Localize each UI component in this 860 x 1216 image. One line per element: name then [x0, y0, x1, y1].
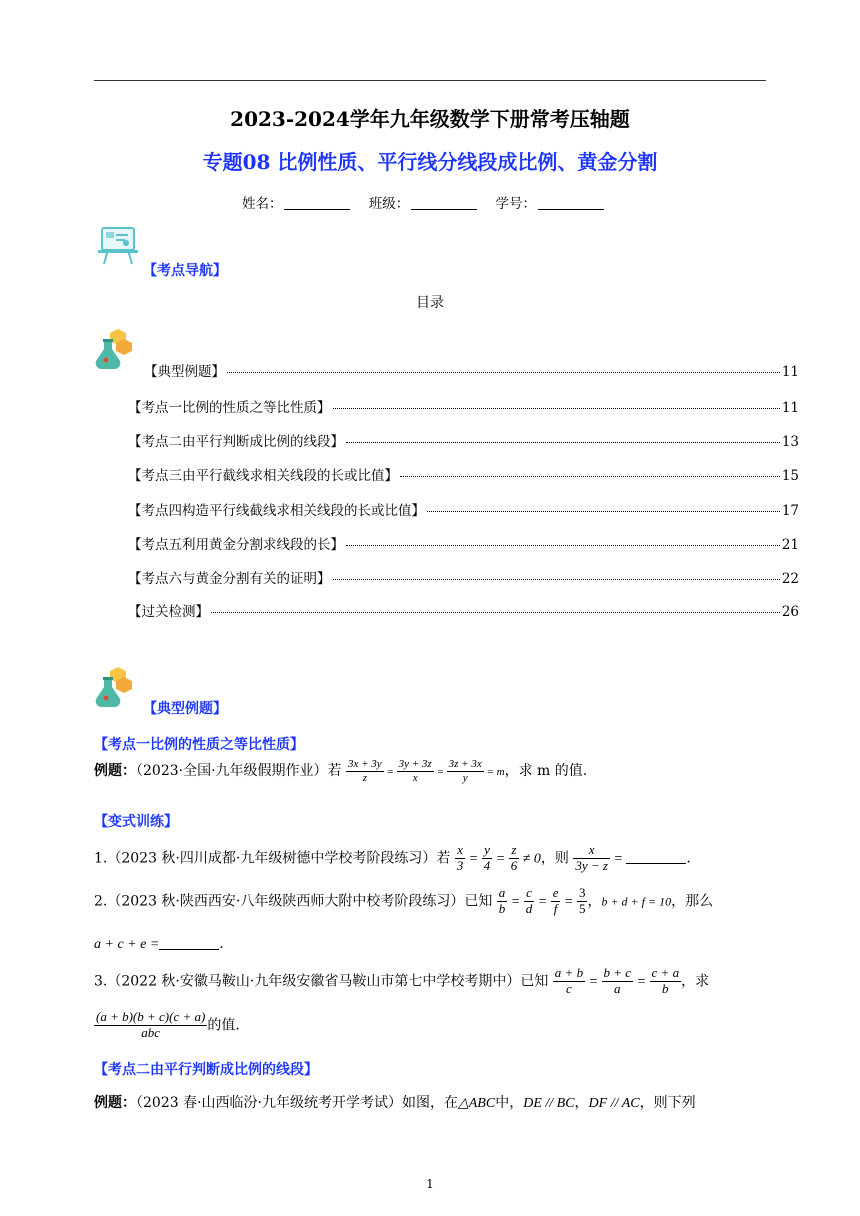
kp1-heading: 【考点一比例的性质之等比性质】 [94, 737, 304, 753]
example-lead: 例题： [94, 1095, 136, 1111]
student-info-line [0, 192, 860, 212]
example1-source: （2023·全国·九年级假期作业）若 [136, 763, 342, 780]
id-blank[interactable] [538, 209, 604, 210]
toc-item[interactable] [128, 567, 799, 587]
toc-leader [333, 408, 780, 409]
toc-item-page: 21 [781, 537, 799, 553]
example2-line: 例题：（2023 春·山西临汾·九年级统考开学考试）如图，在△ABC中，DE // BC，DF // AC，则下列 [94, 1095, 696, 1111]
fraction: $\frac{a + b}{c}$ [554, 965, 584, 996]
fraction: $\frac{y}{4}$ [483, 842, 491, 873]
section-typical-examples: 【典型例题】 [143, 701, 227, 717]
document-subtitle: 专题08 比例性质、平行线分线段成比例、黄金分割 [202, 150, 658, 174]
class-label: 班级： [368, 196, 410, 212]
question-2-source: 2.（2023 秋·陕西西安·八年级陕西师大附中校考阶段练习）已知 [94, 893, 493, 910]
toc-item[interactable] [128, 464, 799, 484]
header-rule [94, 80, 766, 81]
toc-item-label: 【考点三由平行截线求相关线段的长或比值】 [128, 468, 398, 484]
toc-item[interactable] [128, 360, 799, 380]
toc-item-label: 【考点一比例的性质之等比性质】 [128, 400, 331, 416]
class-blank[interactable] [411, 209, 477, 210]
question-1-source: 1.（2023 秋·四川成都·九年级树德中学校考阶段练习）若 [94, 850, 451, 867]
toc-item[interactable] [128, 430, 799, 450]
toc-item-page: 13 [781, 434, 799, 450]
toc-item-label: 【考点二由平行判断成比例的线段】 [128, 434, 344, 450]
fraction: $\frac{(a + b)(b + c)(c + a)}{\text{abc}}$ [96, 1009, 206, 1040]
kp2-heading: 【考点二由平行判断成比例的线段】 [94, 1062, 318, 1078]
variant-training-heading: 【变式训练】 [94, 814, 178, 830]
document-title: 2023-2024学年九年级数学下册常考压轴题 [230, 107, 630, 131]
toc-item-page: 22 [781, 571, 799, 587]
toc-item[interactable] [128, 600, 799, 620]
toc-leader [346, 545, 780, 546]
toc-item-page: 26 [781, 604, 799, 620]
nav-label: 【考点导航】 [143, 263, 227, 279]
fraction: $\frac{b + c}{a}$ [603, 965, 632, 996]
presentation-board-icon [96, 224, 140, 268]
toc-leader [227, 372, 780, 373]
fraction: $\frac{c}{d}$ [525, 885, 533, 916]
fraction: $\frac{c + a}{b}$ [651, 965, 680, 996]
page-number: 1 [426, 1177, 434, 1191]
toc-leader [211, 612, 780, 613]
question-3: 3.（2022 秋·安徽马鞍山·九年级安徽省马鞍山市第七中学校考期中）已知 $\frac{a + b}{c}$ = $\frac{b + c}{a}$ = $\frac{c + a}{b}$ ，求 [94, 965, 710, 996]
toc-leader [346, 442, 780, 443]
fraction: $\frac{e}{f}$ [552, 885, 559, 916]
example1-tail: ，求 m 的值. [504, 763, 588, 780]
toc-item[interactable] [128, 396, 799, 416]
toc-item-page: 17 [781, 503, 799, 519]
example1-line: 例题：（2023·全国·九年级假期作业）若 $\frac{3x + 3y}{z}$ = $\frac{3y + 3z}{x}$ = $\frac{3z + 3x}{y}$ = m，求 m 的值. [94, 758, 588, 784]
id-label: 学号： [495, 196, 537, 212]
toc-item-label: 【考点六与黄金分割有关的证明】 [128, 571, 331, 587]
name-blank[interactable] [284, 209, 350, 210]
fraction: $\frac{3y + 3z}{x}$ [398, 758, 432, 784]
fraction: $\frac{3}{5}$ [578, 885, 586, 916]
toc-item-label: 【考点五利用黄金分割求线段的长】 [128, 537, 344, 553]
toc-leader [400, 476, 780, 477]
toc-item[interactable] [128, 533, 799, 553]
example-lead: 例题： [94, 763, 136, 780]
answer-blank[interactable] [159, 949, 219, 950]
name-label: 姓名： [241, 196, 283, 212]
question-3-cont: $\frac{(a + b)(b + c)(c + a)}{\text{abc}}$ 的值. [96, 1009, 240, 1040]
fraction: $\frac{x}{3}$ [456, 842, 464, 873]
question-3-source: 3.（2022 秋·安徽马鞍山·九年级安徽省马鞍山市第七中学校考期中）已知 [94, 973, 549, 990]
question-1: 1.（2023 秋·四川成都·九年级树德中学校考阶段练习）若 $\frac{x}{3}$ = $\frac{y}{4}$ = $\frac{z}{6}$ ≠ 0，则 $\frac{x}{3y - z}$ = . [94, 842, 691, 873]
question-2-cont: a + c + e = . [94, 936, 224, 952]
fraction: $\frac{3z + 3x}{y}$ [448, 758, 482, 784]
toc-item-page: 15 [781, 468, 799, 484]
question-2: 2.（2023 秋·陕西西安·八年级陕西师大附中校考阶段练习）已知 $\frac{a}{b}$ = $\frac{c}{d}$ = $\frac{e}{f}$ = $\frac{3}{5}$ ，b + d + f = 10，那么 [94, 885, 714, 916]
fraction: $\frac{x}{3y - z}$ [575, 842, 608, 873]
toc-item-label: 【典型例题】 [144, 364, 225, 380]
toc-item-label: 【过关检测】 [128, 604, 209, 620]
toc-leader [427, 511, 780, 512]
toc-title: 目录 [416, 295, 444, 311]
answer-blank[interactable] [626, 863, 686, 864]
flask-icon [94, 665, 136, 709]
fraction: $\frac{a}{b}$ [498, 885, 506, 916]
toc-item-page: 11 [781, 364, 799, 380]
toc-item-page: 11 [781, 400, 799, 416]
toc-item-label: 【考点四构造平行线截线求相关线段的长或比值】 [128, 503, 425, 519]
toc-item[interactable] [128, 499, 799, 519]
toc-leader [333, 579, 780, 580]
fraction: $\frac{3x + 3y}{z}$ [347, 758, 382, 784]
fraction: $\frac{z}{6}$ [510, 842, 518, 873]
